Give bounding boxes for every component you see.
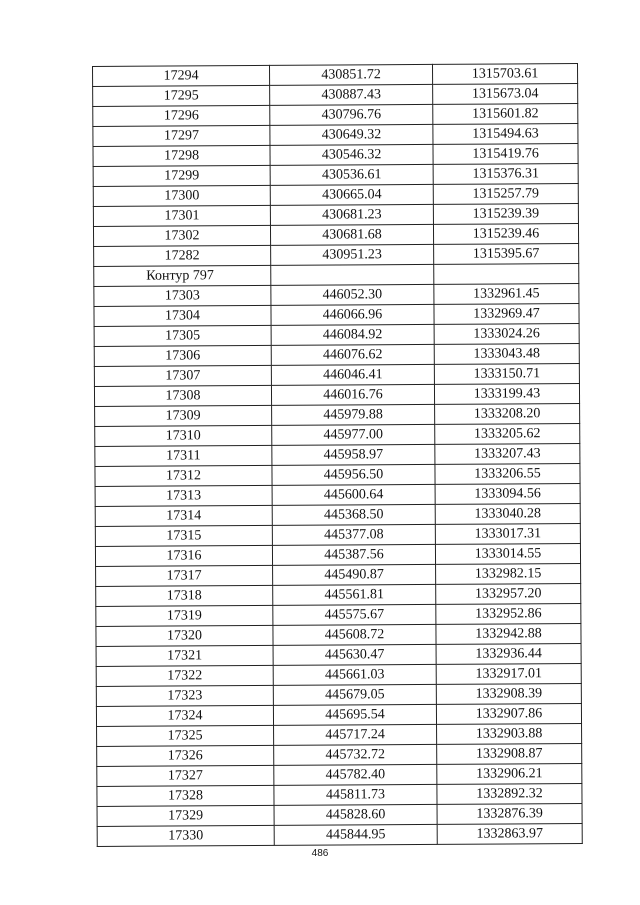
- table-row: [95, 484, 580, 507]
- x-coordinate-cell: 430796.76: [270, 104, 433, 125]
- y-coordinate-cell: 1333040.28: [435, 504, 580, 525]
- table-row: [95, 464, 580, 487]
- table-row: [93, 104, 578, 127]
- y-coordinate-cell: 1332952.86: [436, 604, 581, 625]
- x-coordinate-cell: 446046.41: [271, 364, 434, 385]
- x-coordinate-cell: 445630.47: [273, 644, 436, 665]
- empty-cell: [434, 264, 579, 285]
- table-row: [93, 224, 578, 247]
- point-number-cell: 17300: [93, 185, 270, 206]
- point-number-cell: 17307: [94, 365, 271, 386]
- y-coordinate-cell: 1333017.31: [435, 524, 580, 545]
- x-coordinate-cell: 445575.67: [273, 604, 436, 625]
- point-number-cell: 17324: [96, 705, 273, 726]
- point-number-cell: 17317: [96, 565, 273, 586]
- table-row: [96, 684, 581, 707]
- y-coordinate-cell: 1332903.88: [437, 724, 582, 745]
- point-number-cell: 17315: [95, 525, 272, 546]
- x-coordinate-cell: 446084.92: [271, 324, 434, 345]
- point-number-cell: 17282: [94, 245, 271, 266]
- table-row: [96, 644, 581, 667]
- y-coordinate-cell: 1315494.63: [433, 124, 578, 145]
- point-number-cell: 17321: [96, 645, 273, 666]
- y-coordinate-cell: 1315601.82: [433, 104, 578, 125]
- y-coordinate-cell: 1332863.97: [437, 824, 582, 845]
- y-coordinate-cell: 1332936.44: [436, 644, 581, 665]
- table-row: [95, 524, 580, 547]
- y-coordinate-cell: 1333043.48: [434, 344, 579, 365]
- y-coordinate-cell: 1332906.21: [437, 764, 582, 785]
- x-coordinate-cell: 445732.72: [274, 744, 437, 765]
- y-coordinate-cell: 1315239.39: [433, 204, 578, 225]
- table-row: [93, 144, 578, 167]
- table-row: [94, 324, 579, 347]
- y-coordinate-cell: 1333208.20: [435, 404, 580, 425]
- point-number-cell: 17309: [95, 405, 272, 426]
- y-coordinate-cell: 1332876.39: [437, 804, 582, 825]
- point-number-cell: 17296: [93, 105, 270, 126]
- coordinates-table: [92, 63, 583, 847]
- table-row: [94, 384, 579, 407]
- point-number-cell: 17306: [94, 345, 271, 366]
- point-number-cell: 17320: [96, 625, 273, 646]
- y-coordinate-cell: 1333094.56: [435, 484, 580, 505]
- point-number-cell: 17319: [96, 605, 273, 626]
- point-number-cell: 17301: [93, 205, 270, 226]
- y-coordinate-cell: 1332969.47: [434, 304, 579, 325]
- x-coordinate-cell: 430665.04: [270, 184, 433, 205]
- point-number-cell: 17294: [93, 65, 270, 86]
- x-coordinate-cell: 445368.50: [272, 504, 435, 525]
- coordinates-table-body: [93, 64, 583, 847]
- x-coordinate-cell: 430649.32: [270, 124, 433, 145]
- x-coordinate-cell: 445979.88: [272, 404, 435, 425]
- point-number-cell: 17314: [95, 505, 272, 526]
- x-coordinate-cell: 445561.81: [273, 584, 436, 605]
- point-number-cell: 17328: [97, 785, 274, 806]
- x-coordinate-cell: 446076.62: [271, 344, 434, 365]
- table-row: [93, 64, 578, 87]
- y-coordinate-cell: 1333014.55: [435, 544, 580, 565]
- x-coordinate-cell: 445956.50: [272, 464, 435, 485]
- y-coordinate-cell: 1333150.71: [434, 364, 579, 385]
- y-coordinate-cell: 1333207.43: [435, 444, 580, 465]
- y-coordinate-cell: 1332961.45: [434, 284, 579, 305]
- x-coordinate-cell: 430681.23: [270, 204, 433, 225]
- table-row: [97, 724, 582, 747]
- table-row: [95, 504, 580, 527]
- table-row: [95, 444, 580, 467]
- point-number-cell: 17325: [97, 725, 274, 746]
- x-coordinate-cell: 446066.96: [271, 304, 434, 325]
- table-row: [97, 744, 582, 767]
- table-row: [94, 244, 579, 267]
- table-row: [95, 404, 580, 427]
- point-number-cell: 17318: [96, 585, 273, 606]
- y-coordinate-cell: 1315239.46: [433, 224, 578, 245]
- point-number-cell: 17295: [93, 85, 270, 106]
- table-row: [95, 544, 580, 567]
- point-number-cell: 17310: [95, 425, 272, 446]
- table-row: [93, 164, 578, 187]
- y-coordinate-cell: 1332917.01: [436, 664, 581, 685]
- y-coordinate-cell: 1333205.62: [435, 424, 580, 445]
- table-row: [94, 284, 579, 307]
- point-number-cell: 17311: [95, 445, 272, 466]
- table-row: [97, 824, 582, 847]
- table-row: [96, 704, 581, 727]
- point-number-cell: 17322: [96, 665, 273, 686]
- y-coordinate-cell: 1315376.31: [433, 164, 578, 185]
- x-coordinate-cell: 445828.60: [274, 804, 437, 825]
- y-coordinate-cell: 1332908.39: [436, 684, 581, 705]
- table-row: [93, 124, 578, 147]
- x-coordinate-cell: 445844.95: [274, 824, 437, 845]
- x-coordinate-cell: 446052.30: [271, 284, 434, 305]
- table-row: [96, 664, 581, 687]
- empty-cell: [271, 264, 434, 285]
- point-number-cell: 17327: [97, 765, 274, 786]
- table-row: [96, 584, 581, 607]
- table-row: [94, 344, 579, 367]
- contour-label-cell: Контур 797: [94, 265, 271, 286]
- x-coordinate-cell: 445608.72: [273, 624, 436, 645]
- table-row: [96, 624, 581, 647]
- x-coordinate-cell: 445782.40: [274, 764, 437, 785]
- x-coordinate-cell: 445679.05: [273, 684, 436, 705]
- y-coordinate-cell: 1332908.87: [437, 744, 582, 765]
- point-number-cell: 17298: [93, 145, 270, 166]
- x-coordinate-cell: 445387.56: [272, 544, 435, 565]
- table-row: [93, 204, 578, 227]
- x-coordinate-cell: 430681.68: [270, 224, 433, 245]
- page-number: 486: [311, 848, 329, 859]
- point-number-cell: 17329: [97, 805, 274, 826]
- point-number-cell: 17299: [93, 165, 270, 186]
- x-coordinate-cell: 430546.32: [270, 144, 433, 165]
- point-number-cell: 17326: [97, 745, 274, 766]
- table-row: [97, 784, 582, 807]
- y-coordinate-cell: 1315673.04: [433, 84, 578, 105]
- point-number-cell: 17302: [93, 225, 270, 246]
- y-coordinate-cell: 1332982.15: [436, 564, 581, 585]
- y-coordinate-cell: 1332907.86: [436, 704, 581, 725]
- y-coordinate-cell: 1333024.26: [434, 324, 579, 345]
- point-number-cell: 17312: [95, 465, 272, 486]
- table-row: [94, 304, 579, 327]
- y-coordinate-cell: 1332942.88: [436, 624, 581, 645]
- x-coordinate-cell: 445600.64: [272, 484, 435, 505]
- x-coordinate-cell: 446016.76: [271, 384, 434, 405]
- y-coordinate-cell: 1333199.43: [434, 384, 579, 405]
- x-coordinate-cell: 445958.97: [272, 444, 435, 465]
- x-coordinate-cell: 445695.54: [273, 704, 436, 725]
- y-coordinate-cell: 1333206.55: [435, 464, 580, 485]
- y-coordinate-cell: 1315703.61: [432, 64, 577, 85]
- x-coordinate-cell: 430951.23: [271, 244, 434, 265]
- point-number-cell: 17297: [93, 125, 270, 146]
- x-coordinate-cell: 445377.08: [272, 524, 435, 545]
- table-row: [97, 764, 582, 787]
- point-number-cell: 17313: [95, 485, 272, 506]
- x-coordinate-cell: 430887.43: [270, 84, 433, 105]
- x-coordinate-cell: 445661.03: [273, 664, 436, 685]
- point-number-cell: 17323: [96, 685, 273, 706]
- point-number-cell: 17316: [95, 545, 272, 566]
- table-row: [96, 604, 581, 627]
- table-row: [97, 804, 582, 827]
- x-coordinate-cell: 430536.61: [270, 164, 433, 185]
- point-number-cell: 17303: [94, 285, 271, 306]
- x-coordinate-cell: 445490.87: [273, 564, 436, 585]
- table-row: [93, 84, 578, 107]
- x-coordinate-cell: 445811.73: [274, 784, 437, 805]
- point-number-cell: 17308: [94, 385, 271, 406]
- table-row: [94, 364, 579, 387]
- point-number-cell: 17330: [97, 825, 274, 846]
- y-coordinate-cell: 1315419.76: [433, 144, 578, 165]
- table-row: [96, 564, 581, 587]
- x-coordinate-cell: 445977.00: [272, 424, 435, 445]
- table-row: [93, 184, 578, 207]
- x-coordinate-cell: 430851.72: [269, 64, 432, 85]
- point-number-cell: 17304: [94, 305, 271, 326]
- point-number-cell: 17305: [94, 325, 271, 346]
- table-row: [95, 424, 580, 447]
- y-coordinate-cell: 1315395.67: [434, 244, 579, 265]
- x-coordinate-cell: 445717.24: [274, 724, 437, 745]
- y-coordinate-cell: 1332957.20: [436, 584, 581, 605]
- y-coordinate-cell: 1332892.32: [437, 784, 582, 805]
- y-coordinate-cell: 1315257.79: [433, 184, 578, 205]
